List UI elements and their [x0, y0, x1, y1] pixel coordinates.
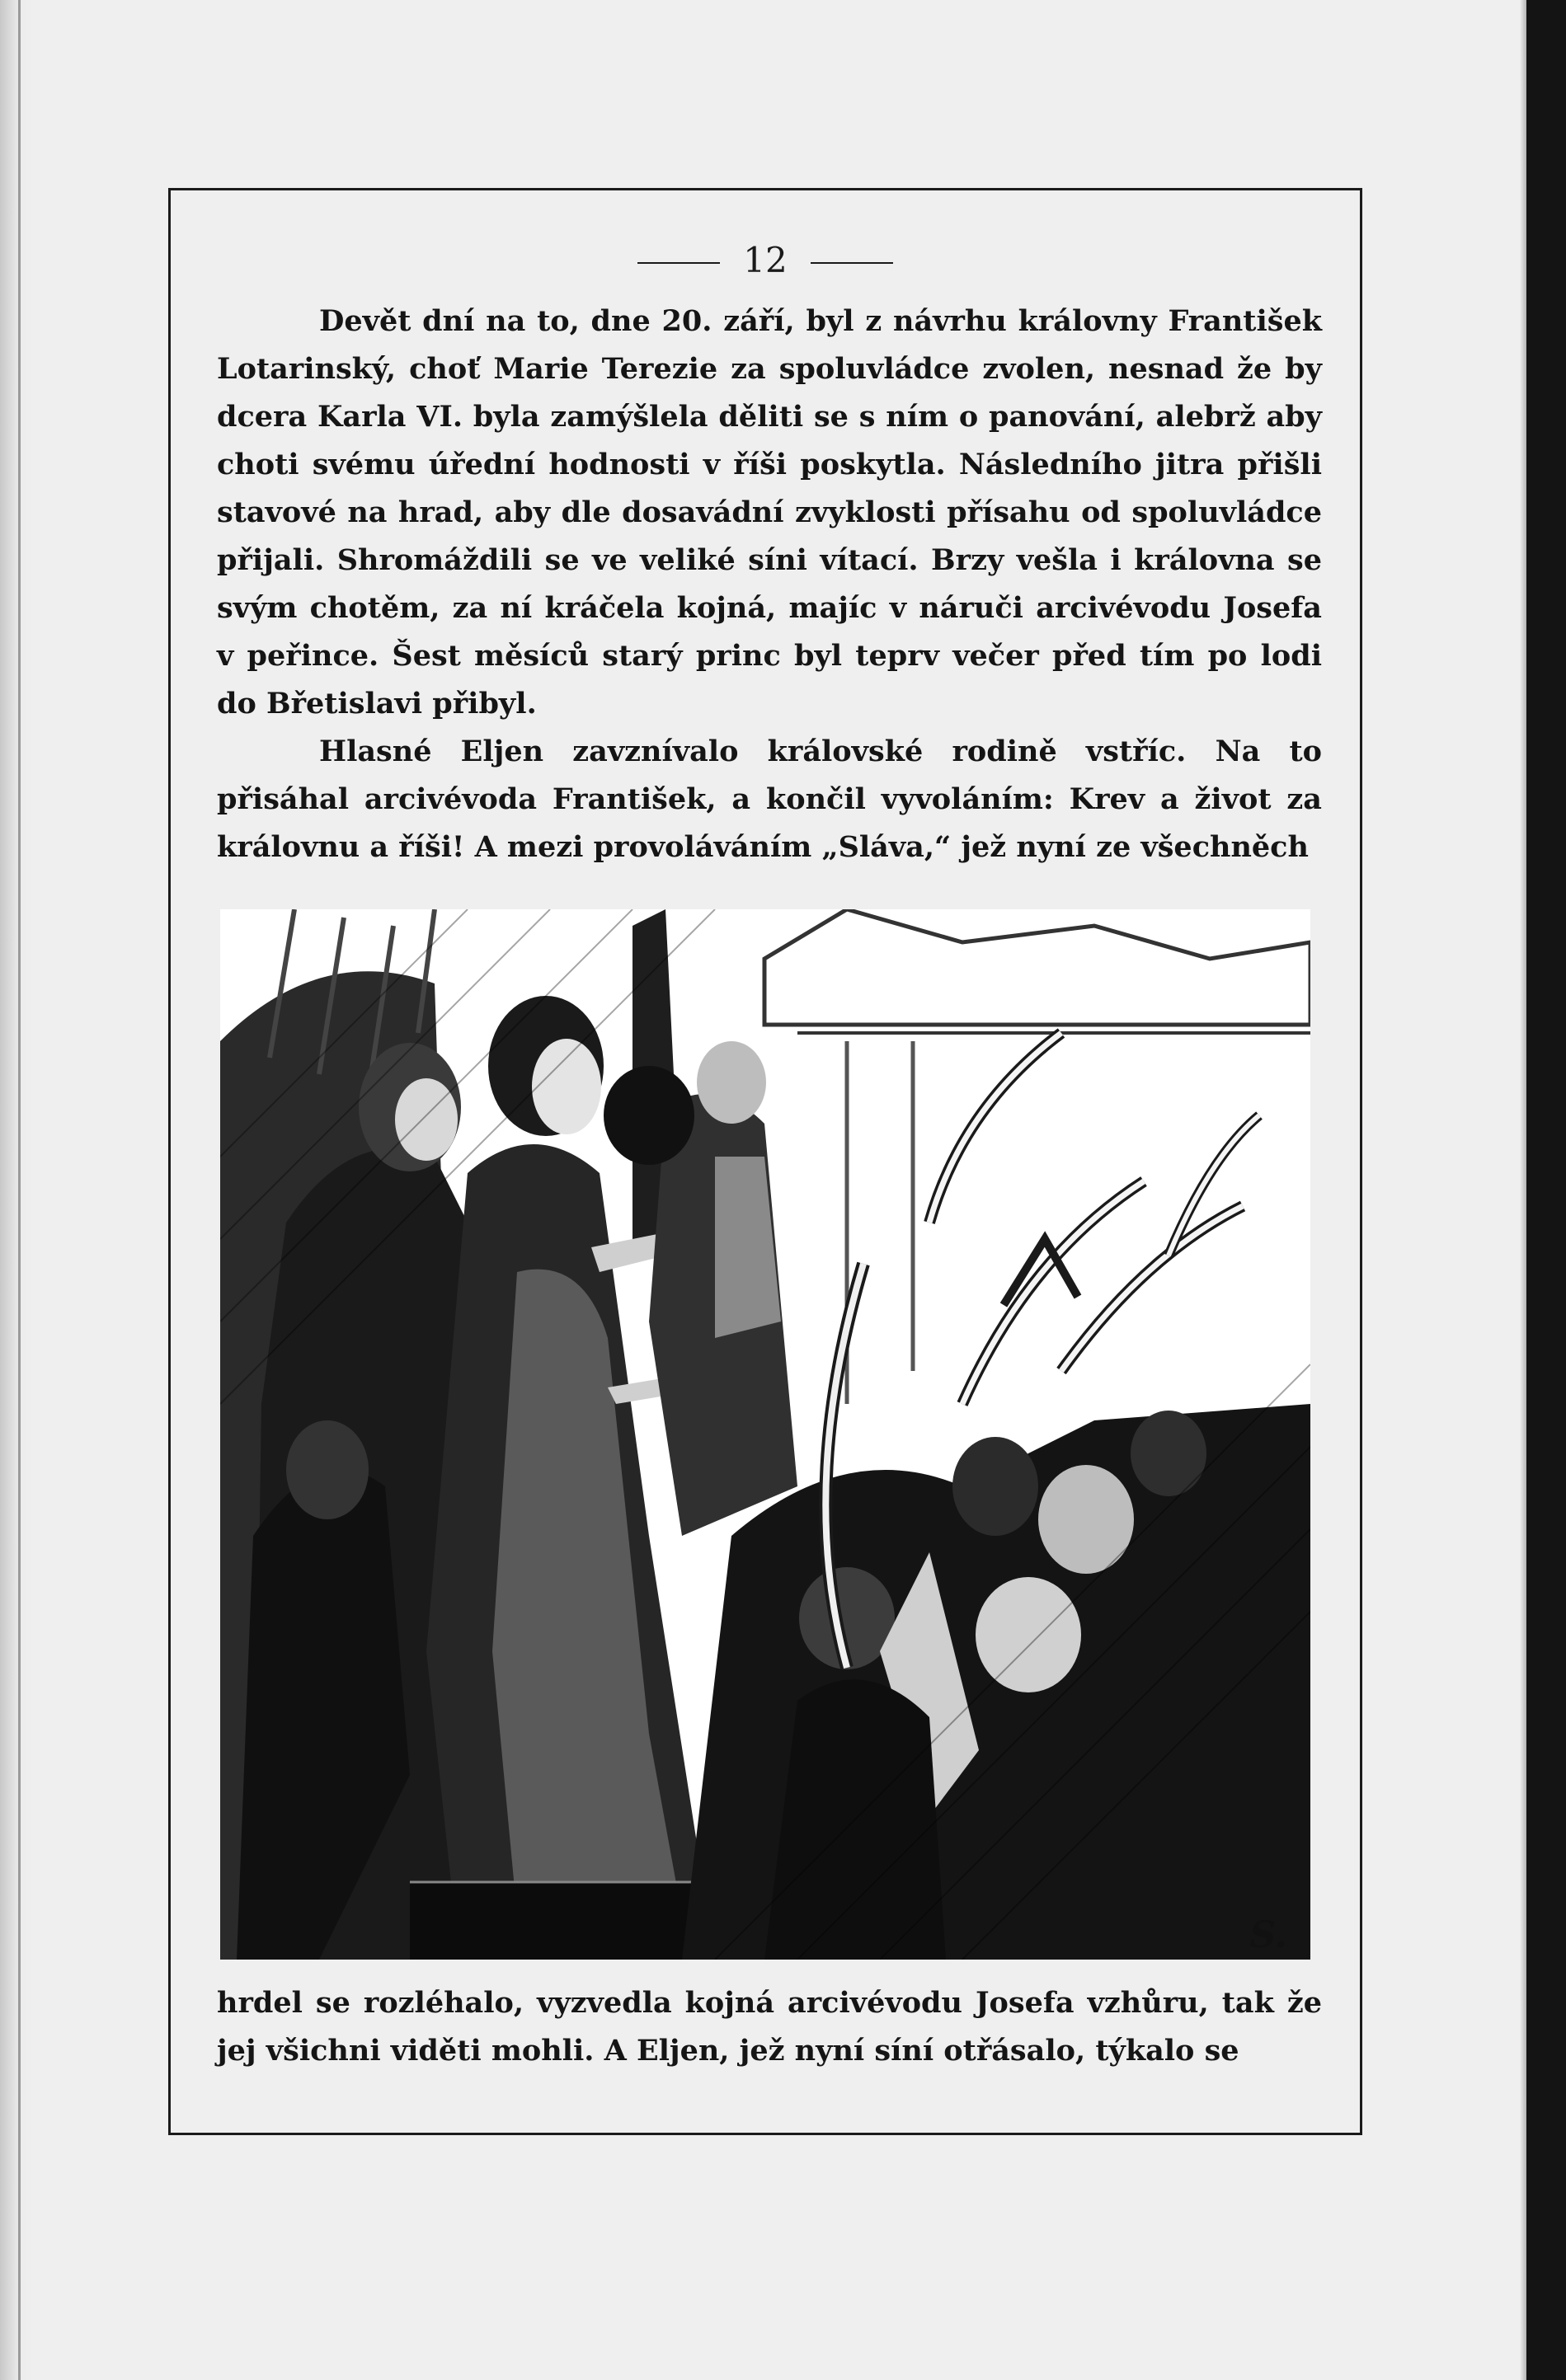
engraving-illustration: [220, 909, 1310, 1960]
left-rule: [637, 262, 720, 264]
body-text-bottom: [217, 1979, 1322, 2075]
paragraph-3: hrdel se rozléhalo, vyzvedla kojná arcivévodu Josefa vzhůru, tak že jej všichni viděti mohli. A Eljen, jež nyní síní otřásalo, týkalo se: [217, 1986, 1322, 2068]
paragraph-2: Hlasné Eljen zavznívalo královské rodině vstříc. Na to přisáhal arcivévoda František, a končil vyvoláním: Krev a život za královnu a říši! A mezi provoláváním „Sláva,“ jež nyní ze všechněch: [217, 735, 1322, 864]
paragraph-1: Devět dní na to, dne 20. září, byl z návrhu královny František Lotarinský, choť Marie Terezie za spoluvládce zvolen, nesnad že by dcera Karla VI. byla zamýšlela děliti se s ním o panování, alebrž aby choti svému úřední hodnosti v říši poskytla. Následního jitra přišli stavové na hrad, aby dle dosavádní zvyklosti přísahu od spoluvládce přijali. Shromáždili se ve veliké síni vítací. Brzy vešla i královna se svým chotěm, za ní kráčela kojná, majíc v náruči arcivévodu Josefa v peřince. Šest měsíců starý princ byl teprv večer před tím po lodi do Břetislavi přibyl.: [217, 304, 1322, 721]
page-number: 12: [743, 240, 788, 280]
book-edge: [1526, 0, 1566, 2380]
body-text-top: [217, 298, 1322, 871]
artist-signature: S.: [1249, 1914, 1287, 1956]
engraving-drawing: [220, 909, 1310, 1960]
page-binding-shadow: [0, 0, 33, 2380]
binding-line: [18, 0, 21, 2380]
right-rule: [811, 262, 893, 264]
page-edge-shadow: [1520, 0, 1526, 2380]
page-frame: [168, 188, 1362, 2135]
page-number-header: [171, 240, 1360, 280]
